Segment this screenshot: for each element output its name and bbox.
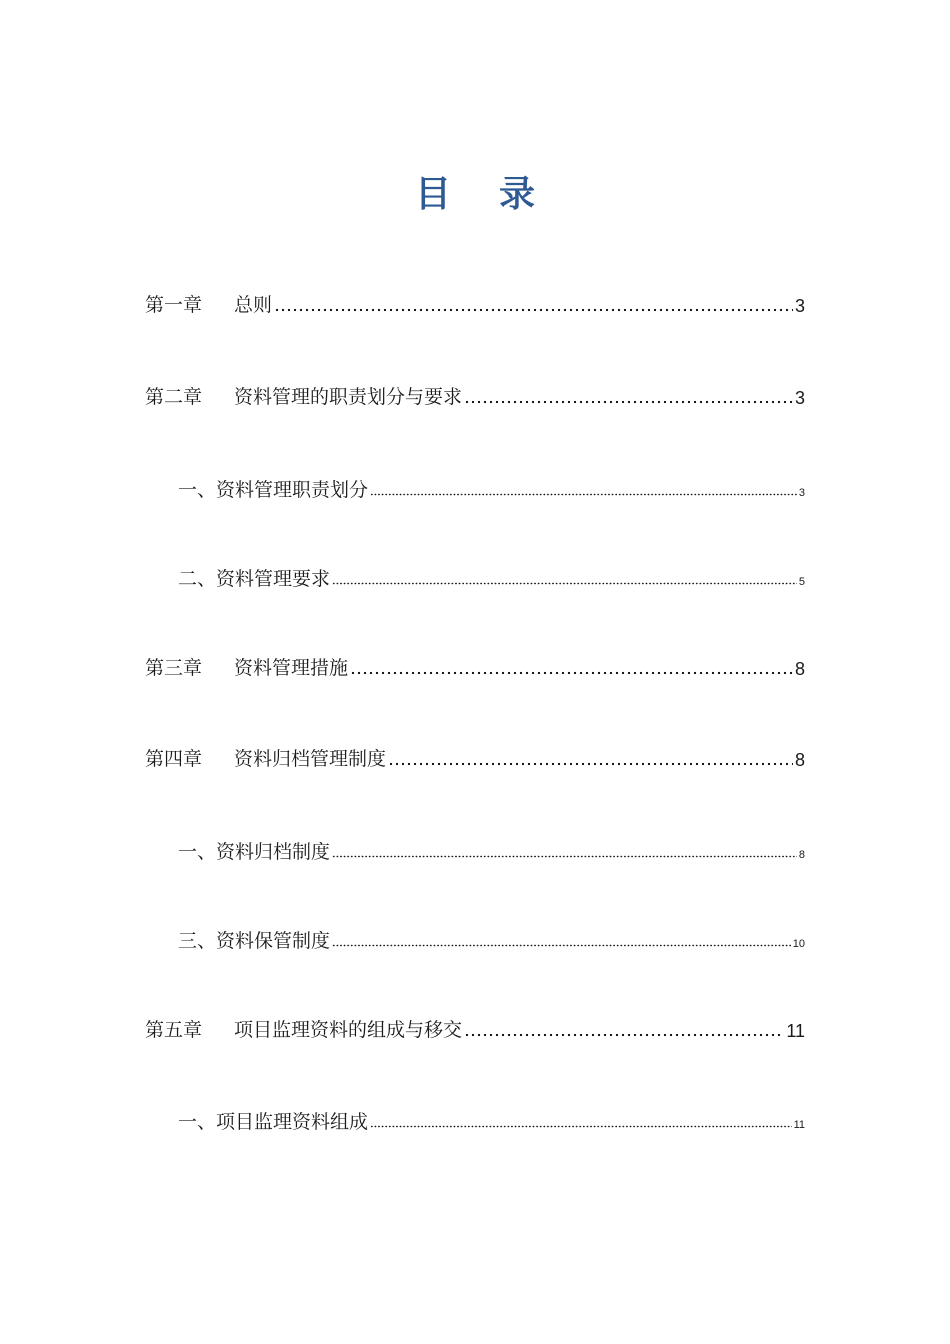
page-number: 8 [794, 750, 805, 770]
dot-leader [332, 582, 797, 585]
toc-entry-chapter-4[interactable] [145, 743, 805, 771]
toc-entry-label [145, 744, 386, 771]
chapter-title: 资料归档管理制度 [234, 748, 387, 770]
dot-leader [388, 762, 793, 766]
toc-entry-chapter-2[interactable] [145, 381, 805, 409]
toc-entry-section-2-2[interactable] [178, 563, 805, 591]
page-number: 8 [794, 659, 805, 679]
toc-entry-section-4-1[interactable] [178, 836, 805, 864]
section-title: 一、资料归档制度 [178, 841, 331, 863]
chapter-number: 第四章 [145, 748, 203, 770]
page-number: 11 [793, 1119, 805, 1131]
chapter-title: 项目监理资料的组成与移交 [234, 1019, 463, 1041]
section-title: 二、资料管理要求 [178, 568, 331, 590]
page-number: 3 [798, 487, 805, 499]
page-number: 5 [798, 576, 805, 588]
chapter-title: 资料管理的职责划分与要求 [234, 386, 463, 408]
dot-leader [274, 308, 793, 312]
toc-entry-chapter-1[interactable] [145, 289, 805, 317]
dot-leader [370, 1125, 792, 1128]
chapter-title: 总则 [234, 294, 273, 316]
toc-entry-chapter-5[interactable] [145, 1014, 805, 1042]
dot-leader [332, 855, 797, 858]
page-number: 3 [794, 296, 805, 316]
chapter-number: 第二章 [145, 386, 203, 408]
dot-leader [464, 400, 793, 404]
chapter-number: 第五章 [145, 1019, 203, 1041]
toc-entry-section-2-1[interactable] [178, 474, 805, 502]
toc-entry-label [145, 382, 462, 409]
section-title: 三、资料保管制度 [178, 930, 331, 952]
dot-leader [370, 493, 797, 496]
toc-title: 目录 [414, 173, 583, 215]
toc-entry-chapter-3[interactable] [145, 652, 805, 680]
toc-entry-section-5-1[interactable] [178, 1106, 805, 1134]
toc-entry-label [145, 653, 348, 680]
toc-entry-label [145, 290, 272, 317]
page-number: 8 [798, 849, 805, 861]
toc-entry-label [145, 1015, 462, 1042]
page-number: 3 [794, 388, 805, 408]
toc-entry-section-4-3[interactable] [178, 925, 805, 953]
section-title: 一、项目监理资料组成 [178, 1111, 369, 1133]
chapter-number: 第一章 [145, 294, 203, 316]
page-number: 11 [786, 1021, 805, 1041]
dot-leader [464, 1033, 784, 1037]
section-title: 一、资料管理职责划分 [178, 479, 369, 501]
dot-leader [350, 671, 793, 675]
page-number: 10 [792, 938, 805, 950]
dot-leader [332, 944, 791, 947]
chapter-title: 资料管理措施 [234, 657, 349, 679]
chapter-number: 第三章 [145, 657, 203, 679]
